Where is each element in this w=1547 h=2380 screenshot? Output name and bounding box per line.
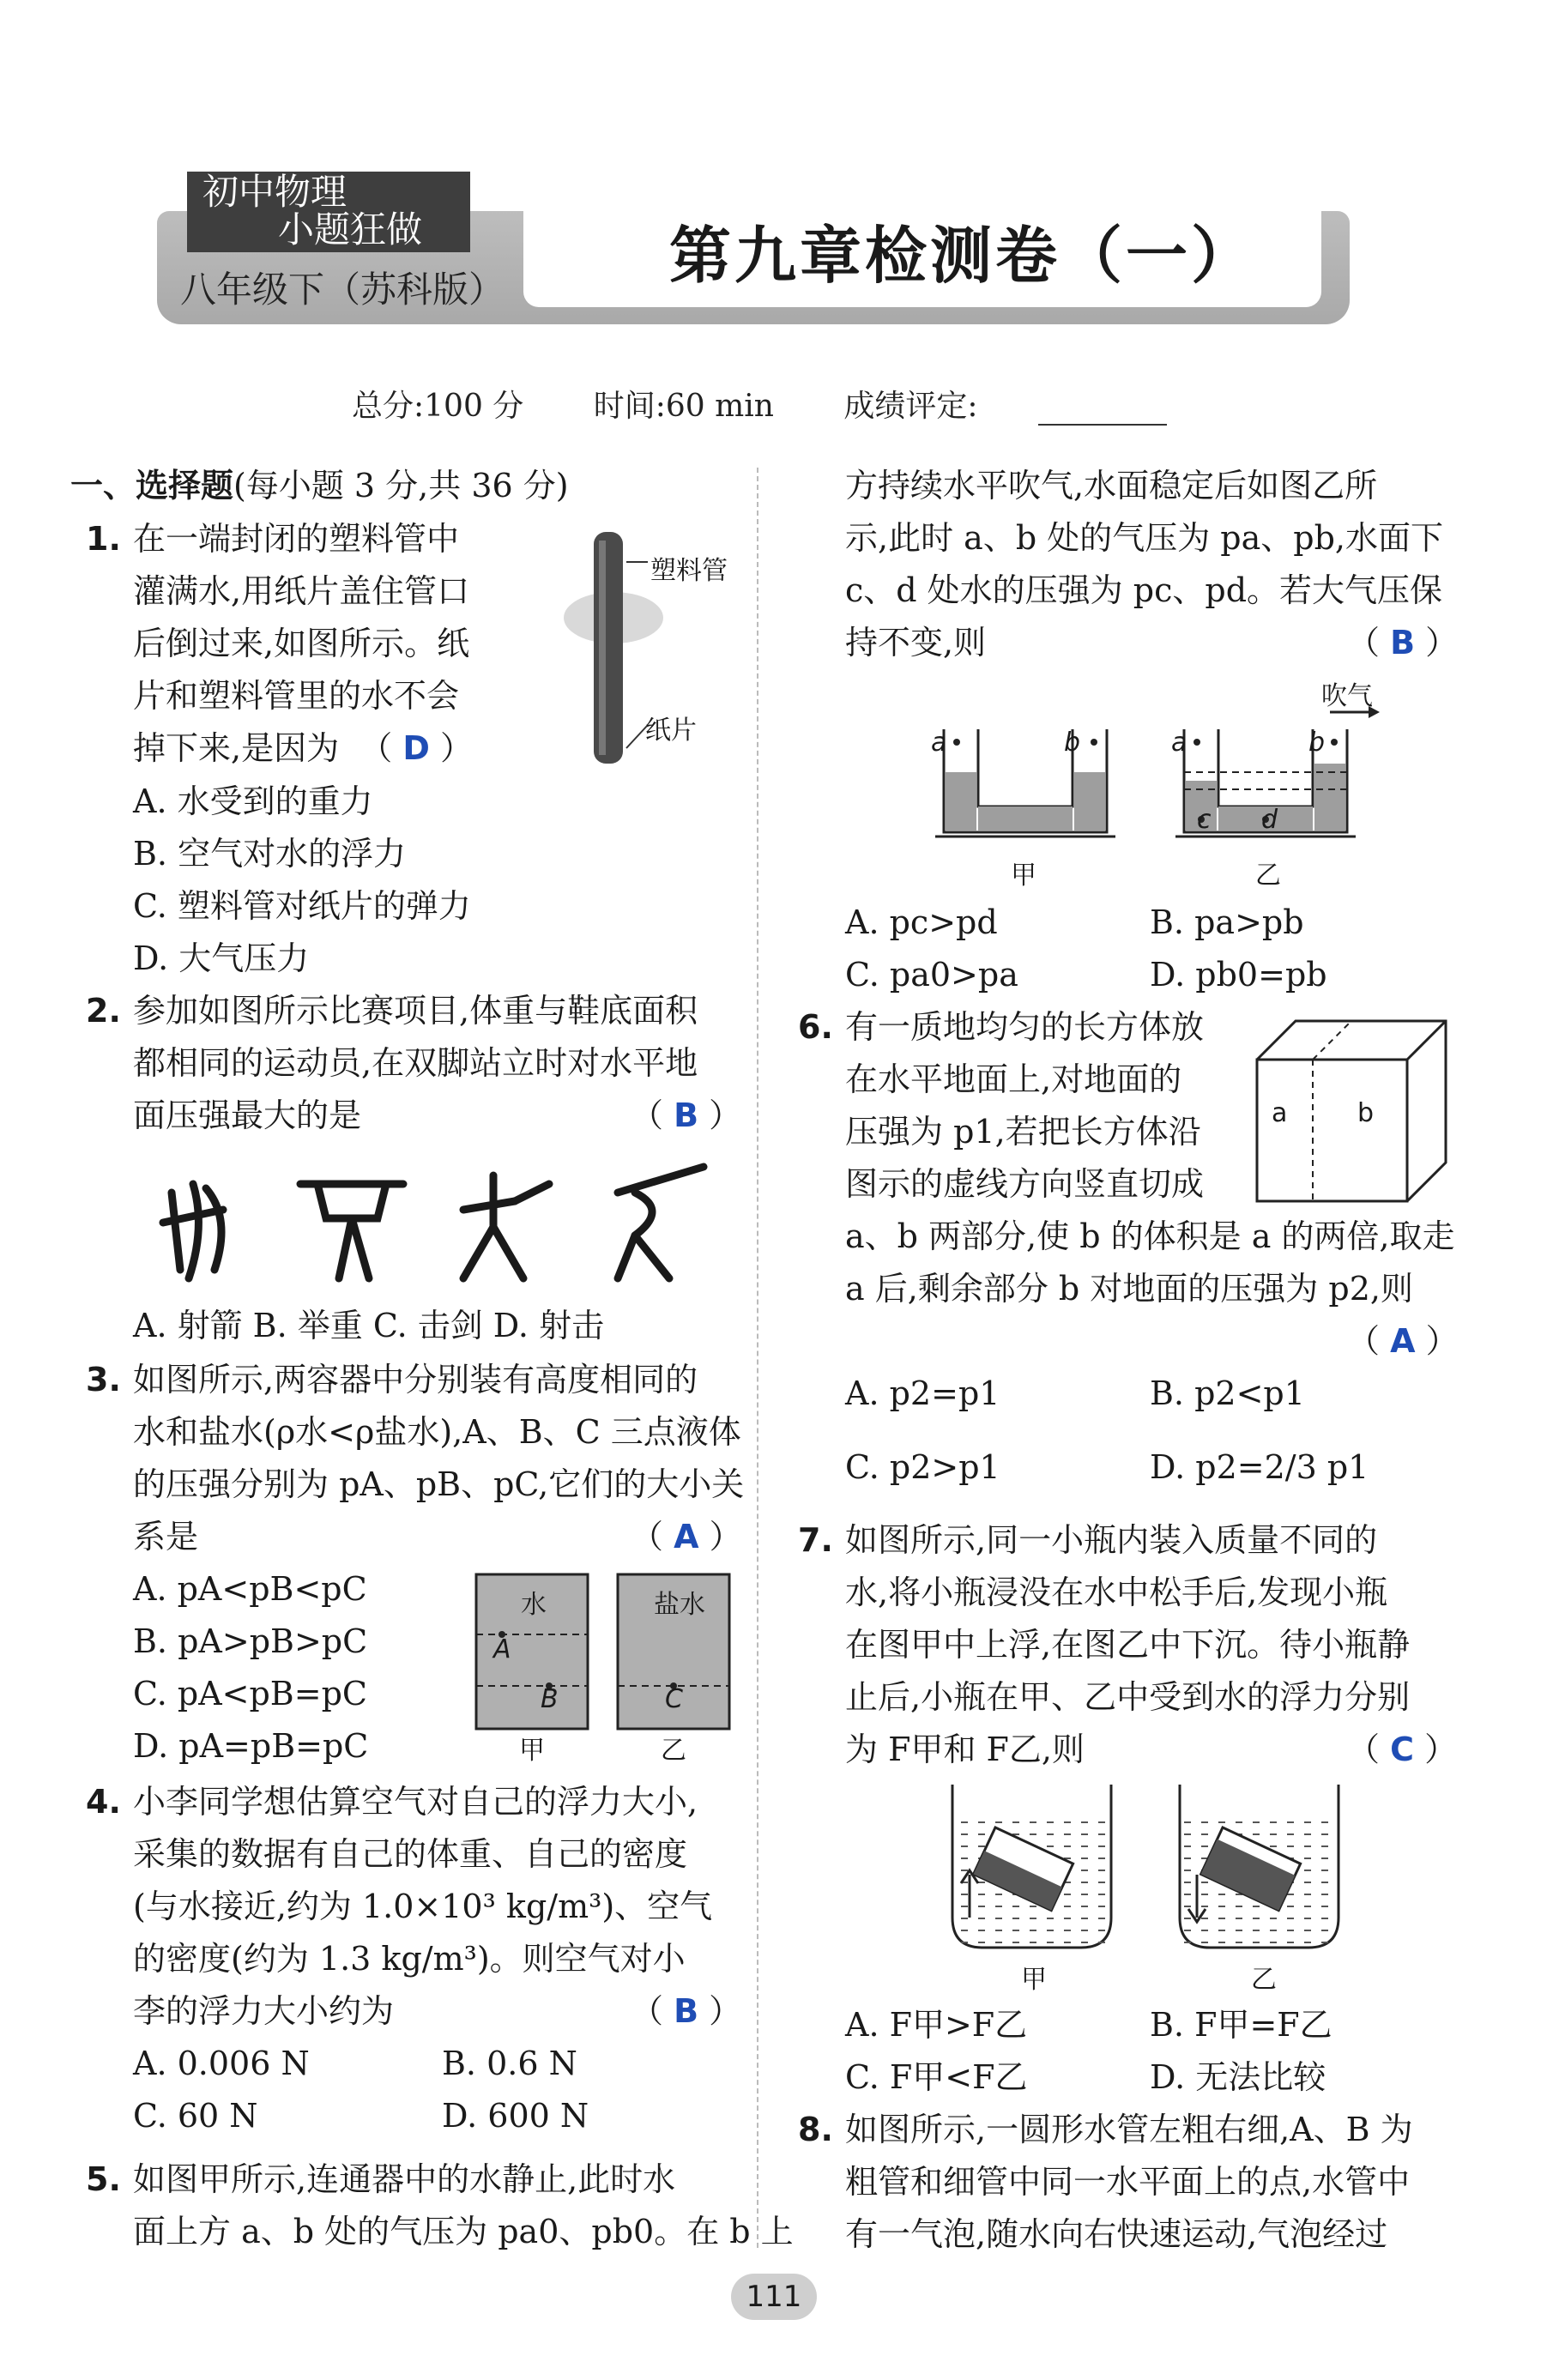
q1-line: 灌满水,用纸片盖住管口 — [133, 572, 470, 610]
label-water: 水 — [521, 1590, 547, 1620]
label-paper: 纸片 — [645, 716, 697, 746]
exam-meta — [352, 382, 1167, 426]
q1-line: 掉下来,是因为 （ D ） — [133, 729, 473, 767]
q1-line: 后倒过来,如图所示。纸 — [133, 625, 470, 662]
q7-line: 止后,小瓶在甲、乙中受到水的浮力分别 — [845, 1678, 1411, 1716]
label-yi: 乙 — [1255, 861, 1281, 891]
page-title: 第九章检测卷（一） — [669, 220, 1257, 292]
q2-answer: B — [674, 1096, 699, 1134]
rating-blank — [1038, 398, 1167, 426]
q3-option-d: D. pA=pB=pC — [133, 1727, 369, 1765]
q1-number: 1. — [86, 520, 121, 558]
q7-line: 水,将小瓶浸没在水中松手后,发现小瓶 — [845, 1574, 1388, 1611]
q6-number: 6. — [798, 1008, 833, 1046]
q6-answer: A — [1390, 1322, 1416, 1360]
q4-option-a: A. 0.006 N — [133, 2045, 310, 2082]
q3-line: 的压强分别为 pA、pB、pC,它们的大小关 — [133, 1465, 745, 1503]
label-point-a: A — [493, 1634, 511, 1664]
q8-line: 粗管和细管中同一水平面上的点,水管中 — [845, 2163, 1411, 2201]
q1-option-c: C. 塑料管对纸片的弹力 — [133, 887, 471, 925]
q5-line: 如图甲所示,连通器中的水静止,此时水 — [133, 2160, 676, 2198]
q5-answer-bracket: （ B ） — [1347, 624, 1459, 661]
q6-option-b: B. p2<p1 — [1150, 1374, 1305, 1412]
page-number: 111 — [731, 2274, 817, 2320]
q6-line: 图示的虚线方向竖直切成 — [845, 1165, 1205, 1203]
brand-line1: 初中物理 — [202, 171, 347, 213]
q1-line: 在一端封闭的塑料管中 — [133, 520, 460, 558]
q1-line-end: 掉下来,是因为 — [133, 729, 340, 767]
q7-answer-bracket: （ C ） — [1347, 1731, 1458, 1768]
q5-line: c、d 处水的压强为 pc、pd。若大气压保 — [845, 571, 1443, 609]
q4-answer-bracket: （ B ） — [631, 1992, 742, 2030]
q4-number: 4. — [86, 1783, 121, 1821]
sport-pictograms-figure — [154, 1158, 721, 1287]
q7-line: 在图甲中上浮,在图乙中下沉。待小瓶静 — [845, 1626, 1411, 1664]
q4-option-d: D. 600 N — [442, 2097, 589, 2135]
q5-line: 持不变,则 — [845, 624, 987, 661]
label-yi-b: b — [1308, 728, 1326, 758]
q4-option-c: C. 60 N — [133, 2097, 258, 2135]
label-plastic-tube: 塑料管 — [650, 556, 728, 586]
q7-line: 为 F甲和 F乙,则 — [845, 1731, 1085, 1768]
label-yi: 乙 — [1251, 1965, 1277, 1995]
q7-option-d: D. 无法比较 — [1150, 2058, 1326, 2096]
q5-line: 面上方 a、b 处的气压为 pa0、pb0。在 b 上 — [133, 2213, 794, 2250]
q6-line: 有一质地均匀的长方体放 — [845, 1008, 1205, 1046]
label-jia-b: b — [1064, 728, 1081, 758]
q6-line: 压强为 p1,若把长方体沿 — [845, 1113, 1201, 1151]
q5-option-b: B. pa>pb — [1150, 903, 1304, 941]
label-yi-d: d — [1261, 805, 1278, 835]
q6-line: a、b 两部分,使 b 的体积是 a 的两倍,取走 — [845, 1217, 1455, 1255]
q2-line: 都相同的运动员,在双脚站立时对水平地 — [133, 1044, 698, 1082]
brand-line2: 小题狂做 — [278, 208, 423, 251]
q4-line: 小李同学想估算空气对自己的浮力大小, — [133, 1783, 698, 1821]
label-yi-a: a — [1171, 728, 1187, 758]
label-salt-water: 盐水 — [654, 1590, 705, 1620]
q6-line: a 后,剩余部分 b 对地面的压强为 p2,则 — [845, 1270, 1413, 1308]
q3-line: 水和盐水(ρ水<ρ盐水),A、B、C 三点液体 — [133, 1413, 741, 1451]
section-heading — [70, 468, 569, 503]
q8-number: 8. — [798, 2111, 833, 2148]
label-part-b: b — [1357, 1098, 1375, 1128]
q2-number: 2. — [86, 992, 121, 1030]
q4-line: 采集的数据有自己的体重、自己的密度 — [133, 1835, 688, 1873]
label-jia: 甲 — [1021, 1965, 1047, 1995]
q6-option-c: C. p2>p1 — [845, 1448, 1000, 1486]
q7-option-c: C. F甲<F乙 — [845, 2058, 1028, 2096]
q4-line: 李的浮力大小约为 — [133, 1992, 395, 2030]
floating-bottle-figure — [944, 1780, 1347, 1952]
q5-answer: B — [1390, 624, 1416, 661]
total-score: 总分:100 分 — [352, 389, 524, 424]
q3-option-b: B. pA>pB>pC — [133, 1622, 368, 1660]
rating-label: 成绩评定: — [843, 389, 978, 424]
label-blow: 吹气 — [1321, 681, 1373, 711]
q4-option-b: B. 0.6 N — [442, 2045, 577, 2082]
q5-number: 5. — [86, 2160, 121, 2198]
label-yi-c: c — [1197, 805, 1212, 835]
q5-option-d: D. pb0=pb — [1150, 956, 1327, 994]
label-jia: 甲 — [1011, 861, 1036, 891]
connected-vessel-figure — [935, 678, 1381, 849]
q5-line: 示,此时 a、b 处的气压为 pa、pb,水面下 — [845, 519, 1444, 557]
label-part-a: a — [1272, 1098, 1288, 1128]
q5-option-a: A. pc>pd — [845, 903, 998, 941]
section-note: (每小题 3 分,共 36 分) — [233, 467, 569, 504]
q7-number: 7. — [798, 1521, 833, 1559]
q7-option-a: A. F甲>F乙 — [845, 2006, 1028, 2044]
q1-answer: D — [402, 729, 430, 767]
q2-line: 参加如图所示比赛项目,体重与鞋底面积 — [133, 992, 698, 1030]
series-brand — [187, 172, 470, 252]
q8-line: 如图所示,一圆形水管左粗右细,A、B 为 — [845, 2111, 1413, 2148]
q3-option-a: A. pA<pB<pC — [133, 1570, 367, 1608]
q3-number: 3. — [86, 1361, 121, 1398]
q8-line: 有一气泡,随水向右快速运动,气泡经过 — [845, 2215, 1388, 2253]
column-divider — [757, 468, 758, 2248]
q3-line: 系是 — [133, 1518, 199, 1555]
q2-line: 面压强最大的是 — [133, 1096, 362, 1134]
q7-answer: C — [1390, 1731, 1414, 1768]
grade-label: 八年级下（苏科版） — [180, 269, 505, 311]
label-jia: 甲 — [519, 1736, 545, 1766]
q2-options: A. 射箭 B. 举重 C. 击剑 D. 射击 — [133, 1307, 605, 1344]
q6-line: 在水平地面上,对地面的 — [845, 1060, 1182, 1098]
q3-option-c: C. pA<pB=pC — [133, 1675, 367, 1713]
q7-line: 如图所示,同一小瓶内装入质量不同的 — [845, 1521, 1378, 1559]
q2-answer-bracket: （ B ） — [631, 1096, 742, 1134]
q4-answer: B — [674, 1992, 699, 2030]
q6-option-a: A. p2=p1 — [845, 1374, 1000, 1412]
q6-answer-bracket: （ A ） — [1347, 1322, 1459, 1360]
section-title: 一、选择题 — [70, 467, 234, 504]
q6-option-d: D. p2=2/3 p1 — [1150, 1448, 1369, 1486]
q1-line: 片和塑料管里的水不会 — [133, 677, 460, 715]
q4-line: (与水接近,约为 1.0×10³ kg/m³)、空气 — [133, 1888, 713, 1925]
label-yi: 乙 — [661, 1736, 686, 1766]
q7-option-b: B. F甲=F乙 — [1150, 2006, 1332, 2044]
q4-line: 的密度(约为 1.3 kg/m³)。则空气对小 — [133, 1940, 686, 1978]
q5-line: 方持续水平吹气,水面稳定后如图乙所 — [845, 467, 1378, 504]
q3-line: 如图所示,两容器中分别装有高度相同的 — [133, 1361, 698, 1398]
time-limit: 时间:60 min — [593, 389, 774, 424]
q1-option-d: D. 大气压力 — [133, 939, 310, 977]
q1-option-b: B. 空气对水的浮力 — [133, 835, 407, 873]
label-point-c: C — [665, 1684, 683, 1714]
q3-answer: A — [674, 1518, 699, 1555]
label-point-b: B — [541, 1684, 559, 1714]
q3-answer-bracket: （ A ） — [631, 1518, 742, 1555]
label-jia-a: a — [931, 728, 947, 758]
q1-option-a: A. 水受到的重力 — [133, 782, 373, 820]
q5-option-c: C. pa0>pa — [845, 956, 1018, 994]
